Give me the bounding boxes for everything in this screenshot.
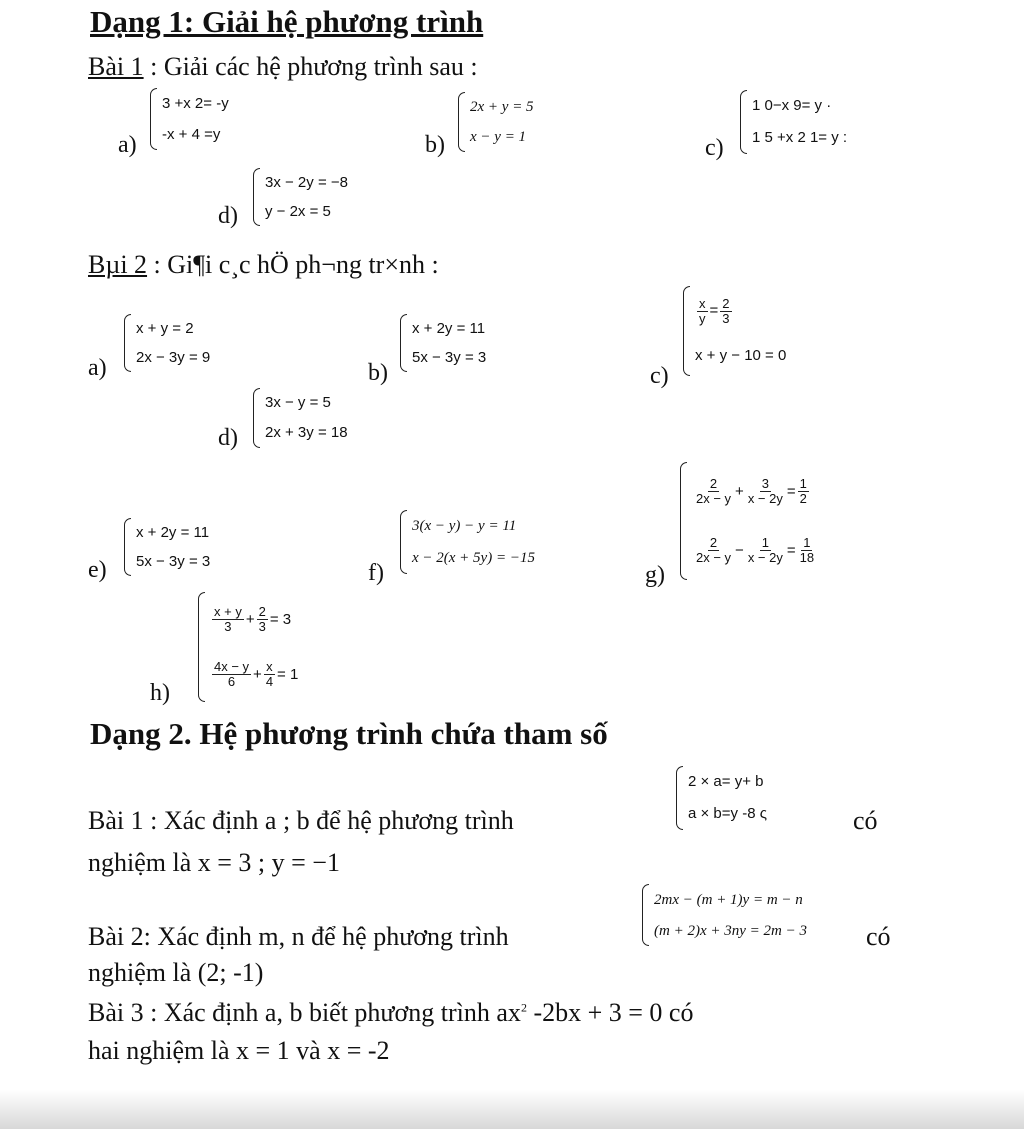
equation: x + 2y = 11: [136, 523, 210, 541]
b2b-system: [400, 314, 486, 372]
b1d-label: d): [218, 203, 238, 229]
equation: x − y = 1: [470, 129, 527, 145]
equation: $\frac{4x - y}{6}$ + $\frac{x}{4}$ = 1: [214, 659, 299, 689]
section2-title: Dạng 2. Hệ phương trình chứa tham số: [90, 716, 608, 751]
equation: 1 5 +x 2 1= y :: [752, 129, 848, 146]
equation: $\frac{x + y}{3}$ + $\frac{2}{3}$ = 3: [214, 604, 292, 634]
fraction: $\frac{x}{y}$: [699, 295, 706, 326]
s2-bai2-line2: nghiệm là (2; -1): [88, 958, 264, 987]
b1c-system: [740, 90, 847, 154]
b2g-label: g): [645, 562, 665, 588]
equation: x + y − 10 = 0: [695, 347, 787, 365]
equation: 3(x − y) − y = 11: [412, 518, 517, 534]
equation: 5x − 3y = 3: [136, 552, 211, 570]
bai1-text: : Giải các hệ phương trình sau :: [143, 52, 478, 81]
b1a-system: [150, 88, 229, 150]
b2h-system: [198, 592, 298, 702]
brace: [740, 90, 747, 154]
equation: $\frac{x}{y}$ = $\frac{2}{3}$: [699, 295, 730, 326]
brace: [253, 168, 260, 226]
equation: -x + 4 =y: [162, 125, 221, 143]
brace: [400, 314, 407, 372]
equation: $\frac{2}{2x - y}$ − $\frac{1}{x - 2y}$ = $\frac{1}{18}$: [696, 535, 815, 565]
brace: [683, 286, 690, 376]
b2a-label: a): [88, 355, 107, 381]
b2f-system: [400, 510, 535, 574]
b2e-system: [124, 518, 210, 576]
bai2-label: Bµi 2: [88, 250, 148, 279]
brace: [253, 388, 260, 448]
s2-bai1-tail: có: [853, 806, 878, 835]
fraction: $\frac{2}{3}$: [258, 604, 266, 634]
brace: [124, 518, 131, 576]
fraction: $\frac{3}{x - 2y}$: [747, 476, 783, 506]
fraction: $\frac{2}{2x - y}$: [696, 476, 732, 506]
b1c-label: c): [705, 135, 724, 161]
s2-bai2-text: Bài 2: Xác định m, n để hệ phương trình: [88, 922, 509, 951]
fraction: $\frac{1}{18}$: [799, 535, 815, 565]
b2a-system: [124, 314, 210, 372]
fraction: $\frac{x}{4}$: [265, 659, 274, 689]
fraction: $\frac{4x - y}{6}$: [214, 659, 250, 689]
fraction: $\frac{2}{3}$: [722, 295, 730, 326]
b2g-system: [680, 462, 818, 580]
b2d-label: d): [218, 425, 238, 451]
equation: 2mx − (m + 1)y = m − n: [654, 891, 803, 908]
equation: 1 0−x 9= y ·: [752, 97, 832, 114]
brace: [150, 88, 157, 150]
s2-bai1-line2: nghiệm là x = 3 ; y = −1: [88, 848, 340, 877]
equation: 3 +x 2= -y: [162, 94, 229, 112]
b2d-system: [253, 388, 348, 448]
equation: x + y = 2: [136, 319, 194, 337]
b2h-label: h): [150, 680, 170, 706]
equation: (m + 2)x + 3ny = 2m − 3: [654, 922, 807, 939]
s2-bai1-system: [676, 766, 767, 830]
bai2-text: : Gi¶i c¸c hÖ ph¬ng tr×nh :: [147, 250, 439, 279]
s2-bai3-line1: Bài 3 : Xác định a, b biết phương trình $ax^2$ -2bx + 3 = 0 có: [88, 998, 694, 1027]
b2e-label: e): [88, 557, 107, 583]
equation: a × b=y -8 ς: [688, 805, 767, 822]
brace: [458, 92, 465, 152]
brace: [642, 884, 649, 946]
fraction: $\frac{1}{2}$: [799, 476, 807, 506]
equation: 3x − y = 5: [265, 394, 331, 411]
s2-bai3-line2: hai nghiệm là x = 1 và x = -2: [88, 1036, 390, 1065]
b1a-label: a): [118, 132, 137, 158]
equation: 2x − 3y = 9: [136, 348, 211, 366]
fraction: $\frac{x + y}{3}$: [214, 604, 242, 634]
b2b-label: b): [368, 360, 388, 386]
b2c-system: [683, 286, 786, 376]
fraction: $\frac{2}{2x - y}$: [696, 535, 732, 565]
brace: [676, 766, 683, 830]
brace: [680, 462, 687, 580]
b2f-label: f): [368, 560, 384, 586]
b1b-system: [458, 92, 534, 152]
equation: 2 × a= y+ b: [688, 773, 764, 790]
equation: x − 2(x + 5y) = −15: [412, 550, 535, 566]
equation: 5x − 3y = 3: [412, 348, 487, 366]
b1d-system: [253, 168, 348, 226]
brace: [400, 510, 407, 574]
fraction: $\frac{1}{x - 2y}$: [747, 535, 783, 565]
equation: x + 2y = 11: [412, 319, 486, 337]
brace: [198, 592, 205, 702]
section1-title: Dạng 1: Giải hệ phương trình: [90, 4, 484, 39]
equation: $\frac{2}{2x - y}$ + $\frac{3}{x - 2y}$ = $\frac{1}{2}$: [696, 476, 807, 506]
equation: y − 2x = 5: [265, 202, 331, 220]
bai2-heading: [88, 250, 439, 280]
equation: 2x + y = 5: [470, 99, 534, 115]
b2c-label: c): [650, 363, 669, 389]
bai1-heading: [88, 52, 478, 82]
photo-shadow: [0, 1090, 1024, 1129]
equation: 3x − 2y = −8: [265, 173, 348, 191]
s2-bai2-system: [642, 884, 807, 946]
brace: [124, 314, 131, 372]
s2-bai1-text: Bài 1 : Xác định a ; b để hệ phương trình: [88, 806, 514, 835]
equation: 2x + 3y = 18: [265, 424, 348, 441]
b1b-label: b): [425, 132, 445, 158]
s2-bai2-tail: có: [866, 922, 891, 951]
bai1-label: Bài 1: [88, 52, 144, 81]
